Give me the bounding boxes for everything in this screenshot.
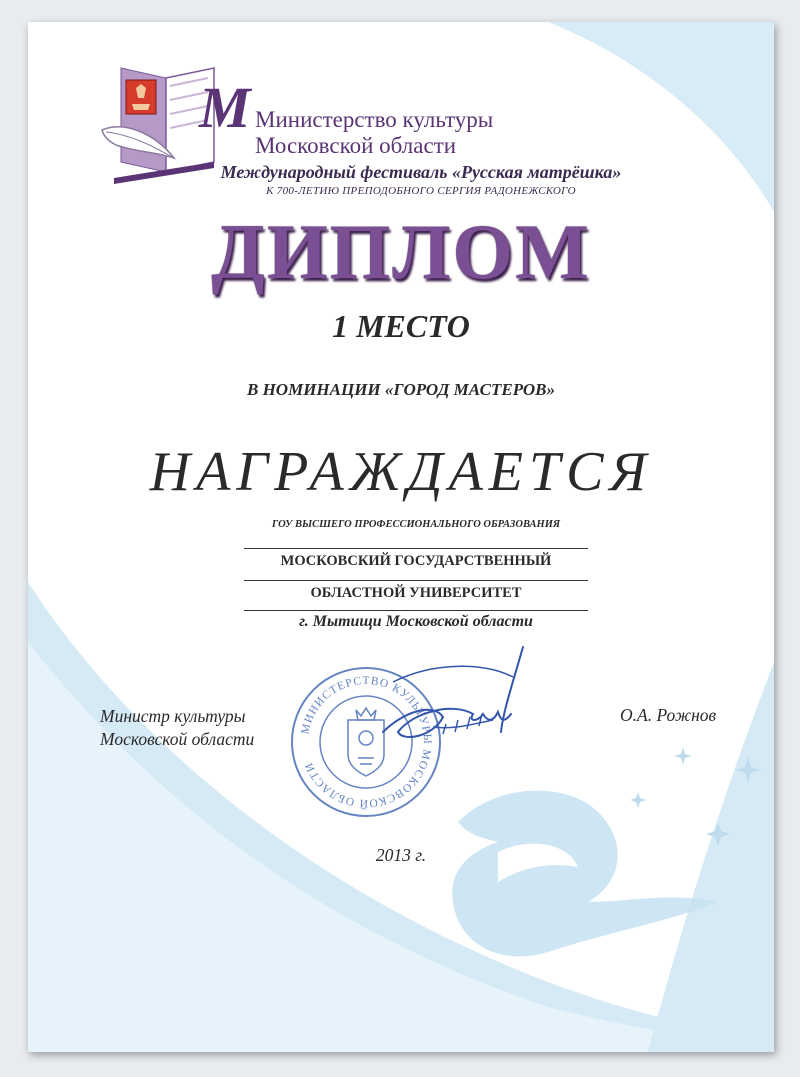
anniversary-line: К 700-ЛЕТИЮ ПРЕПОДОБНОГО СЕРГИЯ РАДОНЕЖСКОГО xyxy=(266,185,576,197)
place-label: 1 МЕСТО xyxy=(332,308,470,344)
signatory-name: О.А. Рожнов xyxy=(620,705,717,725)
recipient-line-3: ОБЛАСТНОЙ УНИВЕРСИТЕТ xyxy=(244,580,588,602)
diploma-sheet xyxy=(28,22,774,1052)
signatory-position xyxy=(100,705,254,751)
stamp-text: МИНИСТЕРСТВО КУЛЬТУРЫ МОСКОВСКОЙ ОБЛАСТИ xyxy=(299,674,434,810)
ministry-name: М Министерство культуры Московской области xyxy=(199,75,494,158)
top-right-swoosh xyxy=(548,22,774,212)
position-line-2: Московской области xyxy=(100,729,255,749)
position-line-1: Министр культуры xyxy=(100,706,246,726)
swan-emblem-icon xyxy=(452,791,718,957)
handwritten-signature xyxy=(373,642,553,752)
issue-year: 2013 г. xyxy=(375,845,427,865)
festival-name: Международный фестиваль «Русская матрёшка» xyxy=(220,162,622,182)
diploma-title: ДИПЛОМ xyxy=(211,208,591,295)
ministry-line-2: Московской области xyxy=(255,133,457,158)
nomination-label: В НОМИНАЦИИ «ГОРОД МАСТЕРОВ» xyxy=(247,380,555,399)
recipient-line-1: ГОУ ВЫСШЕГО ПРОФЕССИОНАЛЬНОГО ОБРАЗОВАНИЯ xyxy=(271,519,561,530)
ministry-line-1: Министерство культуры xyxy=(255,107,494,132)
recipient-line-4: г. Мытищи Московской области xyxy=(244,610,588,631)
recipient-line-2: МОСКОВСКИЙ ГОСУДАРСТВЕННЫЙ xyxy=(244,548,588,570)
awarded-heading: НАГРАЖДАЕТСЯ xyxy=(149,441,653,503)
